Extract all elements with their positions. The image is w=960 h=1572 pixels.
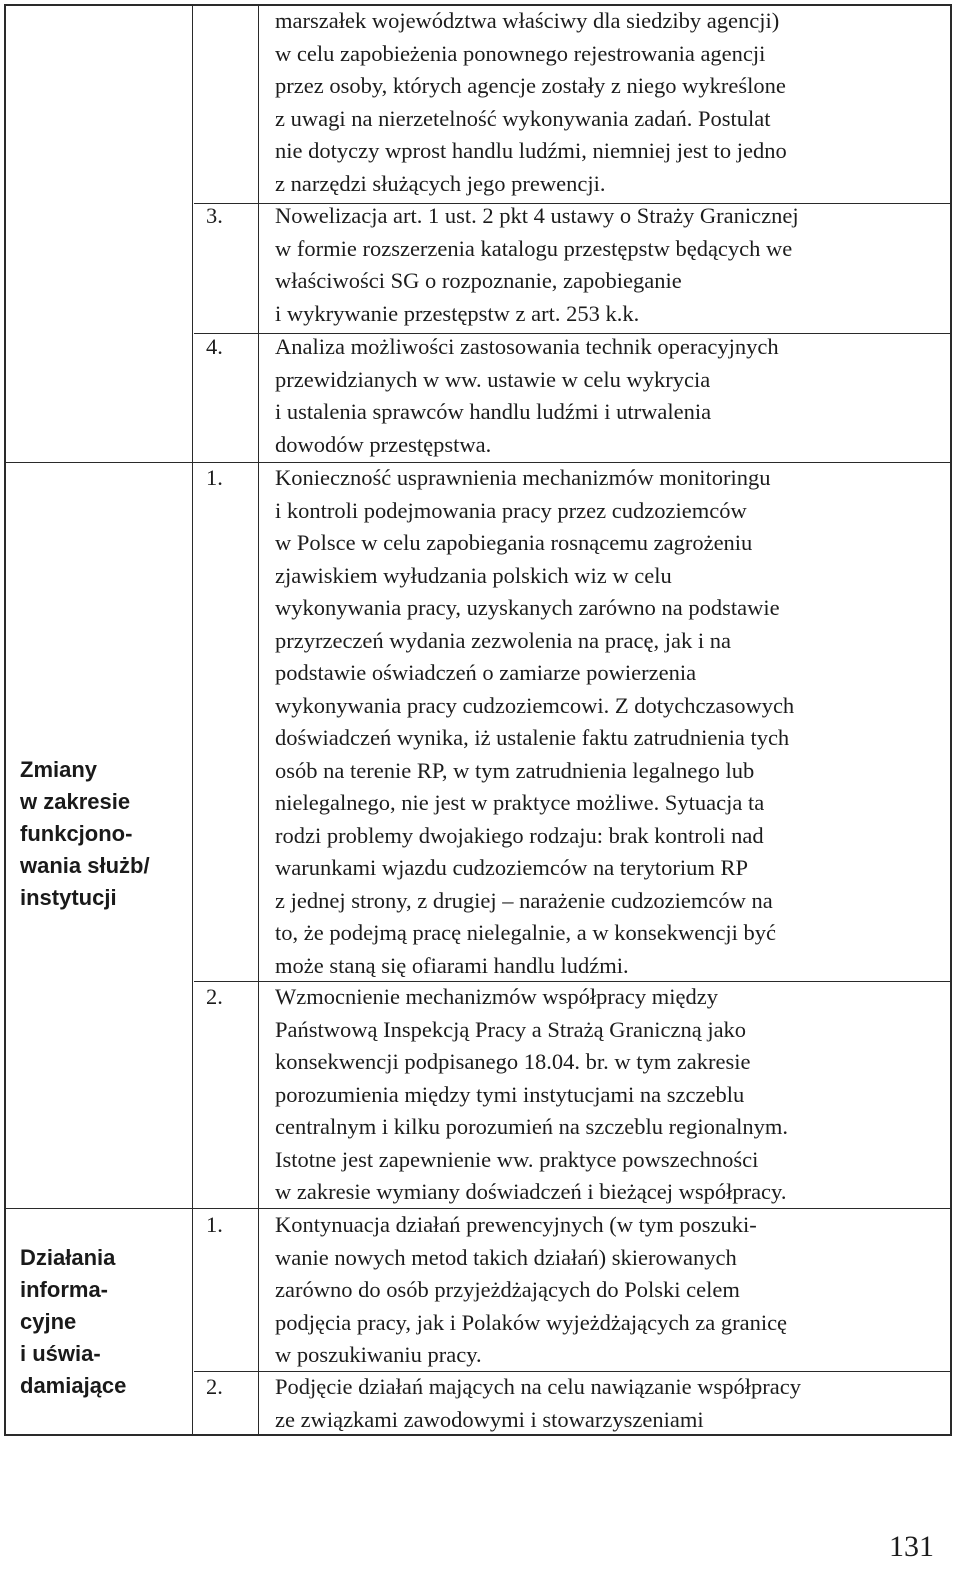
item-text: Analiza możliwości zastosowania technik operacyjnych przewidzianych w ww. ustawie w celu wykrycia i ustalenia sprawców handlu ludźmi i utrwalenia dowodów przestępstwa. <box>275 334 779 457</box>
item-number: 3. <box>206 203 223 228</box>
item-text: Kontynuacja działań prewencyjnych (w tym poszuki- wanie nowych metod takich działań) skierowanych zarówno do osób przyjeżdżających do Polski celem podjęcia pracy, jak i Polaków wyjeżdżających za granicę w poszukiwaniu pracy. <box>275 1212 788 1367</box>
item-text: Konieczność usprawnienia mechanizmów monitoringu i kontroli podejmowania pracy przez cudzoziemców w Polsce w celu zapobiegania rosnącemu zagrożeniu zjawiskiem wyłudzania polskich wiz w celu wykonywania pracy, uzyskanych zarówno na podstawie przyrzeczeń wydania zezwolenia na pracę, jak i na podstawie oświadczeń o zamiarze powierzenia wykonywania pracy cudzoziemcowi. Z dotychczasowych doświadczeń wynika, iż ustalenie faktu zatrudnienia tych osób na terenie RP, w tym zatrudnienia legalnego lub nielegalnego, nie jest w praktyce możliwe. Sytuacja ta rodzi problemy dwojakiego rodzaju: brak kontroli nad warunkami wjazdu cudzoziemców na terytorium RP z jednej strony, z drugiej – narażenie cudzoziemców na to, że podejmą pracę nielegalnie, a w konsekwencji być może staną się ofiarami handlu ludźmi. <box>275 465 795 978</box>
page-number: 131 <box>889 1530 934 1563</box>
column-divider-number <box>258 6 259 1434</box>
item-number: 2. <box>206 1374 223 1399</box>
item-text: Nowelizacja art. 1 ust. 2 pkt 4 ustawy o Straży Granicznej w formie rozszerzenia katalogu przestępstw będących we właściwości SG o rozpoznanie, zapobieganie i wykrywanie przestępstw z art. 253 k.k. <box>275 203 799 326</box>
item-text-continued: marszałek województwa właściwy dla siedziby agencji) w celu zapobieżenia ponownego rejestrowania agencji przez osoby, których agencje zostały z niego wykreślone z uwagi na nierzetelność wykonywania zadań. Postulat nie dotyczy wprost handlu ludźmi, niemniej jest to jedno z narzędzi służących jego prewencji. <box>275 8 787 196</box>
item-text: Podjęcie działań mających na celu nawiązanie współpracy ze związkami zawodowymi i stowarzyszeniami <box>275 1374 802 1432</box>
item-text: Wzmocnienie mechanizmów współpracy między Państwową Inspekcją Pracy a Strażą Graniczną jako konsekwencji podpisanego 18.04. br. w tym zakresie porozumienia między tymi instytucjami na szczeblu centralnym i kilku porozumień na szczeblu regionalnym. Istotne jest zapewnienie ww. praktyce powszechności w zakresie wymiany doświadczeń i bieżącej współpracy. <box>275 984 788 1204</box>
item-number: 2. <box>206 984 223 1009</box>
category-label-services: Zmiany w zakresie funkcjono- wania służb/ instytucji <box>20 757 150 910</box>
item-number: 1. <box>206 1212 223 1237</box>
item-number: 4. <box>206 334 223 359</box>
item-number: 1. <box>206 465 223 490</box>
category-label-information: Działania informa- cyjne i uświa- damiające <box>20 1245 127 1398</box>
column-divider-category <box>192 6 193 1434</box>
